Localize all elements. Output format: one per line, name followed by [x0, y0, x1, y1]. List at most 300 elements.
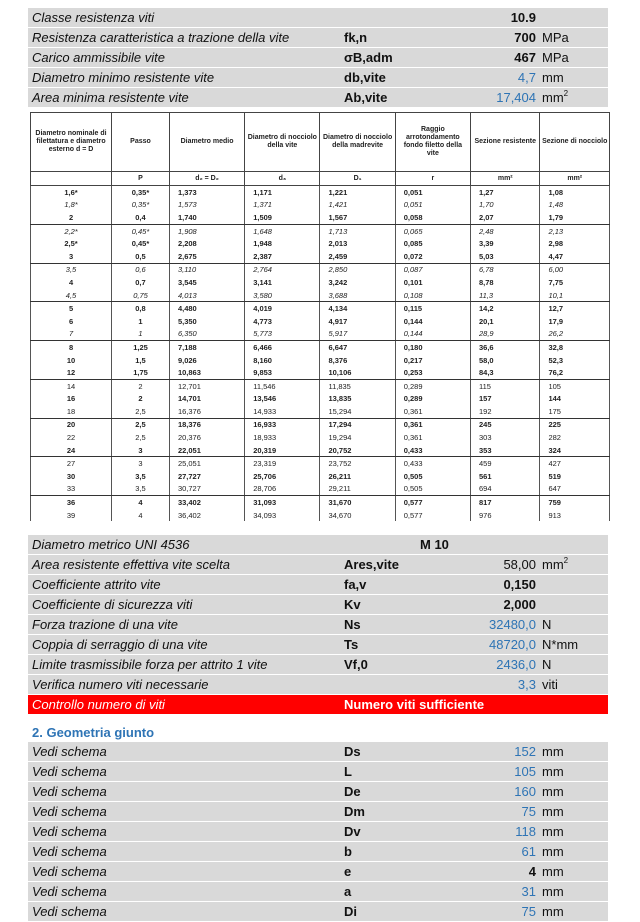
- ref-table-cell: 2: [112, 393, 170, 406]
- property-unit: [542, 882, 564, 901]
- ref-table-row: [31, 509, 610, 522]
- ref-table-cell: 0,45*: [112, 224, 170, 237]
- property-symbol: Ds: [344, 744, 361, 759]
- property-label: Area resistente effettiva vite scelta: [32, 557, 230, 572]
- property-unit: [542, 675, 558, 694]
- ref-table-row: [31, 199, 610, 212]
- ref-table-row: [31, 276, 610, 289]
- ref-table-cell: 10: [31, 354, 112, 367]
- ref-table-symbol: d₃: [245, 172, 320, 186]
- ref-table-cell: 36,6: [471, 341, 540, 354]
- top-properties-block: [28, 8, 608, 108]
- ref-table-row: [31, 457, 610, 470]
- ref-table-cell: 10,106: [320, 366, 395, 379]
- ref-table-cell: 8,160: [245, 354, 320, 367]
- ref-table-cell: 519: [540, 470, 610, 483]
- property-unit: [542, 822, 564, 841]
- ref-table-cell: 5,350: [169, 315, 244, 328]
- property-unit: [542, 655, 551, 674]
- ref-table-cell: 9,026: [169, 354, 244, 367]
- ref-table-row: [31, 341, 610, 354]
- ref-table-cell: 7,188: [169, 341, 244, 354]
- ref-table-cell: 324: [540, 444, 610, 457]
- unit-text: N: [542, 617, 552, 632]
- property-row: [28, 635, 608, 655]
- ref-table-cell: 0,217: [395, 354, 470, 367]
- property-value: 0,150: [503, 577, 536, 592]
- property-value: 17,404: [496, 90, 536, 105]
- property-label: Carico ammissibile vite: [32, 50, 165, 65]
- ref-table-symbol: r: [395, 172, 470, 186]
- property-unit: [542, 782, 564, 801]
- property-value: 4,7: [517, 70, 536, 85]
- ref-table-cell: 28,9: [471, 328, 540, 341]
- property-symbol: fa,v: [344, 577, 367, 592]
- ref-table-cell: 0,577: [395, 496, 470, 509]
- ref-table-cell: 15,294: [320, 405, 395, 418]
- unit-text: mm: [542, 884, 564, 899]
- property-symbol: Ns: [344, 617, 361, 632]
- unit-text: mm: [542, 557, 564, 572]
- ref-table-cell: 2,387: [245, 250, 320, 263]
- ref-table-row: [31, 431, 610, 444]
- property-unit: [542, 88, 568, 107]
- property-value: 61: [521, 844, 536, 859]
- property-value: 105: [514, 764, 536, 779]
- property-row: [28, 68, 608, 88]
- ref-table-row: [31, 237, 610, 250]
- ref-table-cell: 6,466: [245, 341, 320, 354]
- ref-table-cell: 5: [31, 302, 112, 315]
- ref-table-cell: 0,35*: [112, 186, 170, 199]
- ref-table-cell: 18,376: [169, 418, 244, 431]
- unit-exponent: 2: [563, 555, 569, 565]
- property-row: [28, 555, 608, 575]
- ref-table-cell: 4,773: [245, 315, 320, 328]
- ref-table-cell: 16,376: [169, 405, 244, 418]
- property-value: 75: [521, 904, 536, 919]
- ref-table-cell: 18,933: [245, 431, 320, 444]
- ref-table-cell: 58,0: [471, 354, 540, 367]
- property-value: 31: [521, 884, 536, 899]
- ref-table-symbol: mm²: [540, 172, 610, 186]
- ref-table-cell: 647: [540, 483, 610, 496]
- property-label: Verifica numero viti necessarie: [32, 677, 209, 692]
- ref-table-cell: 16,933: [245, 418, 320, 431]
- ref-table-cell: 2,48: [471, 224, 540, 237]
- ref-table-cell: 0,144: [395, 328, 470, 341]
- ref-table-cell: 13,546: [245, 393, 320, 406]
- ref-table-cell: 28,706: [245, 483, 320, 496]
- ref-table-cell: 4: [112, 496, 170, 509]
- property-label: Classe resistenza viti: [32, 10, 155, 25]
- ref-table-cell: 245: [471, 418, 540, 431]
- ref-table-cell: 1,79: [540, 211, 610, 224]
- property-unit: [542, 742, 564, 761]
- ref-table-cell: 913: [540, 509, 610, 522]
- ref-table-cell: 10,1: [540, 289, 610, 302]
- ref-table-cell: 33: [31, 483, 112, 496]
- ref-table-row: [31, 328, 610, 341]
- ref-table-cell: 14,933: [245, 405, 320, 418]
- ref-table-cell: 3,5: [112, 470, 170, 483]
- property-value: 3,3: [517, 677, 536, 692]
- ref-table-cell: 4: [31, 276, 112, 289]
- ref-table-cell: 3,5: [31, 263, 112, 276]
- ref-table-cell: 427: [540, 457, 610, 470]
- property-value: 58,00: [503, 557, 536, 572]
- ref-table-cell: 0,180: [395, 341, 470, 354]
- property-value: 700: [514, 30, 536, 45]
- ref-table-cell: 30,727: [169, 483, 244, 496]
- property-symbol: db,vite: [344, 70, 386, 85]
- property-symbol: Ab,vite: [344, 90, 388, 105]
- ref-table-cell: 4,47: [540, 250, 610, 263]
- ref-table-cell: 5,773: [245, 328, 320, 341]
- ref-table-cell: 175: [540, 405, 610, 418]
- ref-table-cell: 3,688: [320, 289, 395, 302]
- ref-table-cell: 27,727: [169, 470, 244, 483]
- unit-text: mm: [542, 764, 564, 779]
- ref-table-cell: 0,289: [395, 379, 470, 392]
- unit-exponent: 2: [563, 88, 569, 98]
- unit-text: mm: [542, 824, 564, 839]
- ref-table-cell: 282: [540, 431, 610, 444]
- unit-text: mm: [542, 784, 564, 799]
- property-label: Limite trasmissibile forza per attrito 1 vite: [32, 657, 268, 672]
- ref-table-cell: 23,752: [320, 457, 395, 470]
- ref-table-cell: 225: [540, 418, 610, 431]
- property-unit: [542, 635, 578, 654]
- ref-table-cell: 2: [112, 379, 170, 392]
- ref-table-header: Diametro medio: [169, 113, 244, 172]
- ref-table-cell: 23,319: [245, 457, 320, 470]
- ref-table-cell: 1,648: [245, 224, 320, 237]
- property-row: [28, 802, 608, 822]
- property-symbol: a: [344, 884, 352, 899]
- ref-table-cell: 0,577: [395, 509, 470, 522]
- ref-table-row: [31, 263, 610, 276]
- ref-table-cell: 192: [471, 405, 540, 418]
- ref-table-cell: 6,350: [169, 328, 244, 341]
- ref-table-cell: 2,98: [540, 237, 610, 250]
- ref-table-row: [31, 186, 610, 199]
- ref-table-cell: 34,093: [245, 509, 320, 522]
- property-row: [28, 575, 608, 595]
- property-value: 2436,0: [496, 657, 536, 672]
- ref-table-cell: 0,072: [395, 250, 470, 263]
- ref-table-cell: 0,433: [395, 457, 470, 470]
- property-value: 2,000: [503, 597, 536, 612]
- ref-table-cell: 1,371: [245, 199, 320, 212]
- ref-table-cell: 2,5: [112, 405, 170, 418]
- ref-table-cell: 0,108: [395, 289, 470, 302]
- ref-table-cell: 76,2: [540, 366, 610, 379]
- ref-table-cell: 1,8*: [31, 199, 112, 212]
- ref-table-cell: 694: [471, 483, 540, 496]
- ref-table-cell: 9,853: [245, 366, 320, 379]
- ref-table-cell: 1,08: [540, 186, 610, 199]
- property-row: [28, 862, 608, 882]
- ref-table-cell: 26,2: [540, 328, 610, 341]
- property-symbol: σB,adm: [344, 50, 393, 65]
- ref-table-cell: 84,3: [471, 366, 540, 379]
- unit-text: mm: [542, 804, 564, 819]
- ref-table-cell: 157: [471, 393, 540, 406]
- ref-table-cell: 0,058: [395, 211, 470, 224]
- ref-table-cell: 2,5*: [31, 237, 112, 250]
- ref-table-row: [31, 315, 610, 328]
- ref-table-cell: 561: [471, 470, 540, 483]
- control-label: Controllo numero di viti: [32, 697, 165, 712]
- section-2-block: [28, 723, 608, 742]
- ref-table-cell: 25,706: [245, 470, 320, 483]
- unit-text: MPa: [542, 30, 569, 45]
- property-row: [28, 8, 608, 28]
- property-label: Vedi schema: [32, 744, 107, 759]
- ref-table-cell: 817: [471, 496, 540, 509]
- ref-table-cell: 0,75: [112, 289, 170, 302]
- ref-table-cell: 33,402: [169, 496, 244, 509]
- ref-table-cell: 1,70: [471, 199, 540, 212]
- ref-table-cell: 31,670: [320, 496, 395, 509]
- ref-table-cell: 1,75: [112, 366, 170, 379]
- ref-table-cell: 20: [31, 418, 112, 431]
- property-symbol: Dm: [344, 804, 365, 819]
- ref-table-cell: 3: [112, 457, 170, 470]
- ref-table-cell: 17,9: [540, 315, 610, 328]
- ref-table-cell: 12,7: [540, 302, 610, 315]
- ref-table-cell: 3,545: [169, 276, 244, 289]
- ref-table-cell: 3: [31, 250, 112, 263]
- unit-text: N*mm: [542, 637, 579, 652]
- unit-text: mm: [542, 90, 564, 105]
- thread-reference-table: [30, 112, 610, 520]
- property-label: Vedi schema: [32, 884, 107, 899]
- ref-table-cell: 6: [31, 315, 112, 328]
- property-symbol: b: [344, 844, 352, 859]
- property-value: 160: [514, 784, 536, 799]
- ref-table-row: [31, 379, 610, 392]
- ref-table-cell: 6,78: [471, 263, 540, 276]
- property-label: Vedi schema: [32, 824, 107, 839]
- property-row: [28, 28, 608, 48]
- ref-table-symbol: P: [112, 172, 170, 186]
- property-symbol: Vf,0: [344, 657, 368, 672]
- ref-table-cell: 20,376: [169, 431, 244, 444]
- ref-table-row: [31, 393, 610, 406]
- ref-table-cell: 1: [112, 315, 170, 328]
- ref-table-cell: 0,051: [395, 199, 470, 212]
- property-row: [28, 822, 608, 842]
- ref-table-cell: 1,573: [169, 199, 244, 212]
- ref-table-cell: 353: [471, 444, 540, 457]
- ref-table-header: Sezione di nocciolo: [540, 113, 610, 172]
- unit-text: mm: [542, 864, 564, 879]
- ref-table-cell: 0,505: [395, 470, 470, 483]
- ref-table-row: [31, 418, 610, 431]
- property-value: 152: [514, 744, 536, 759]
- property-value: 75: [521, 804, 536, 819]
- ref-table-cell: 6,00: [540, 263, 610, 276]
- property-label: Area minima resistente vite: [32, 90, 189, 105]
- ref-table-cell: 30: [31, 470, 112, 483]
- ref-table-cell: 25,051: [169, 457, 244, 470]
- property-row: [28, 762, 608, 782]
- property-symbol: fk,n: [344, 30, 368, 45]
- ref-table-cell: 1,373: [169, 186, 244, 199]
- ref-table-cell: 976: [471, 509, 540, 522]
- ref-table-cell: 5,03: [471, 250, 540, 263]
- ref-table-cell: 4,013: [169, 289, 244, 302]
- ref-table-cell: 303: [471, 431, 540, 444]
- ref-table-cell: 4,917: [320, 315, 395, 328]
- ref-table-cell: 0,361: [395, 418, 470, 431]
- ref-table-cell: 34,670: [320, 509, 395, 522]
- ref-table-cell: 3,110: [169, 263, 244, 276]
- ref-table-row: [31, 483, 610, 496]
- ref-table-cell: 14,2: [471, 302, 540, 315]
- ref-table-cell: 0,5: [112, 250, 170, 263]
- ref-table-cell: 0,4: [112, 211, 170, 224]
- section-2-title-row: [28, 723, 608, 742]
- ref-table-cell: 115: [471, 379, 540, 392]
- ref-table-cell: 1,948: [245, 237, 320, 250]
- ref-table-symbol: D₁: [320, 172, 395, 186]
- ref-table-cell: 4,480: [169, 302, 244, 315]
- property-unit: [542, 555, 568, 574]
- property-unit: [542, 862, 564, 881]
- ref-table-cell: 1,740: [169, 211, 244, 224]
- ref-table-cell: 2,764: [245, 263, 320, 276]
- ref-table-cell: 13,835: [320, 393, 395, 406]
- ref-table-cell: 2,675: [169, 250, 244, 263]
- property-row: [28, 615, 608, 635]
- ref-table-cell: 0,35*: [112, 199, 170, 212]
- property-value: 48720,0: [489, 637, 536, 652]
- ref-table-cell: 2,850: [320, 263, 395, 276]
- property-value: 10.9: [510, 10, 536, 25]
- ref-table-row: [31, 224, 610, 237]
- ref-table-cell: 0,45*: [112, 237, 170, 250]
- property-unit: [542, 28, 569, 47]
- ref-table-cell: 3,580: [245, 289, 320, 302]
- control-result: Numero viti sufficiente: [344, 697, 485, 712]
- ref-table-cell: 20,752: [320, 444, 395, 457]
- ref-table-cell: 39: [31, 509, 112, 522]
- unit-text: N: [542, 657, 552, 672]
- ref-table-cell: 3,5: [112, 483, 170, 496]
- ref-table-symbol: d₂ = D₂: [169, 172, 244, 186]
- ref-table-cell: 20,1: [471, 315, 540, 328]
- ref-table-cell: 0,505: [395, 483, 470, 496]
- property-label: Coefficiente di sicurezza viti: [32, 597, 193, 612]
- ref-table-cell: 2,5: [112, 431, 170, 444]
- property-symbol: Dv: [344, 824, 361, 839]
- unit-text: MPa: [542, 50, 569, 65]
- ref-table-row: [31, 354, 610, 367]
- ref-table-cell: 4,019: [245, 302, 320, 315]
- property-label: Vedi schema: [32, 864, 107, 879]
- ref-table-cell: 11,3: [471, 289, 540, 302]
- ref-table-cell: 7,75: [540, 276, 610, 289]
- ref-table-cell: 0,361: [395, 431, 470, 444]
- ref-table-cell: 105: [540, 379, 610, 392]
- bolt-selection-block: [28, 535, 608, 714]
- ref-table-cell: 0,065: [395, 224, 470, 237]
- ref-table-cell: 0,289: [395, 393, 470, 406]
- ref-table-cell: 12,701: [169, 379, 244, 392]
- ref-table-cell: 3: [112, 444, 170, 457]
- section-2-title: 2. Geometria giunto: [32, 725, 155, 740]
- property-row: [28, 782, 608, 802]
- property-unit: [542, 802, 564, 821]
- ref-table-cell: 1: [112, 328, 170, 341]
- property-label: Coppia di serraggio di una vite: [32, 637, 208, 652]
- ref-table-cell: 24: [31, 444, 112, 457]
- property-symbol: L: [344, 764, 352, 779]
- property-value: 467: [514, 50, 536, 65]
- ref-table-row: [31, 250, 610, 263]
- ref-table-cell: 19,294: [320, 431, 395, 444]
- ref-table-cell: 1,27: [471, 186, 540, 199]
- property-symbol: e: [344, 864, 352, 879]
- property-unit: [542, 48, 569, 67]
- ref-table-cell: 459: [471, 457, 540, 470]
- ref-table-cell: 11,546: [245, 379, 320, 392]
- ref-table-cell: 18: [31, 405, 112, 418]
- property-label: Forza trazione di una vite: [32, 617, 178, 632]
- ref-table-cell: 1,713: [320, 224, 395, 237]
- property-label: Coefficiente attrito vite: [32, 577, 161, 592]
- property-row: [28, 655, 608, 675]
- ref-table-cell: 8: [31, 341, 112, 354]
- property-center-value: M 10: [420, 537, 449, 552]
- property-label: Diametro minimo resistente vite: [32, 70, 215, 85]
- ref-table-cell: 6,647: [320, 341, 395, 354]
- ref-table-cell: 27: [31, 457, 112, 470]
- ref-table-symbol: [31, 172, 112, 186]
- ref-table-cell: 0,433: [395, 444, 470, 457]
- property-value: 4: [528, 864, 536, 879]
- property-unit: [542, 762, 564, 781]
- property-unit: [542, 615, 551, 634]
- ref-table-cell: 2,13: [540, 224, 610, 237]
- ref-table-header: Raggio arrotondamento fondo filetto della vite: [395, 113, 470, 172]
- property-row: [28, 742, 608, 762]
- unit-text: mm: [542, 70, 564, 85]
- ref-table-row: [31, 302, 610, 315]
- ref-table-cell: 2,459: [320, 250, 395, 263]
- ref-table-cell: 1,908: [169, 224, 244, 237]
- property-row: [28, 842, 608, 862]
- ref-table-cell: 0,6: [112, 263, 170, 276]
- ref-table-cell: 32,8: [540, 341, 610, 354]
- ref-table-cell: 1,567: [320, 211, 395, 224]
- control-row: [28, 695, 608, 714]
- ref-table-cell: 1,25: [112, 341, 170, 354]
- property-row: [28, 535, 608, 555]
- ref-table-row: [31, 211, 610, 224]
- ref-table-cell: 2,2*: [31, 224, 112, 237]
- ref-table-cell: 1,48: [540, 199, 610, 212]
- ref-table-cell: 20,319: [245, 444, 320, 457]
- ref-table-cell: 1,421: [320, 199, 395, 212]
- ref-table-cell: 1,171: [245, 186, 320, 199]
- property-row: [28, 882, 608, 902]
- ref-table-cell: 4: [112, 509, 170, 522]
- ref-table-row: [31, 496, 610, 509]
